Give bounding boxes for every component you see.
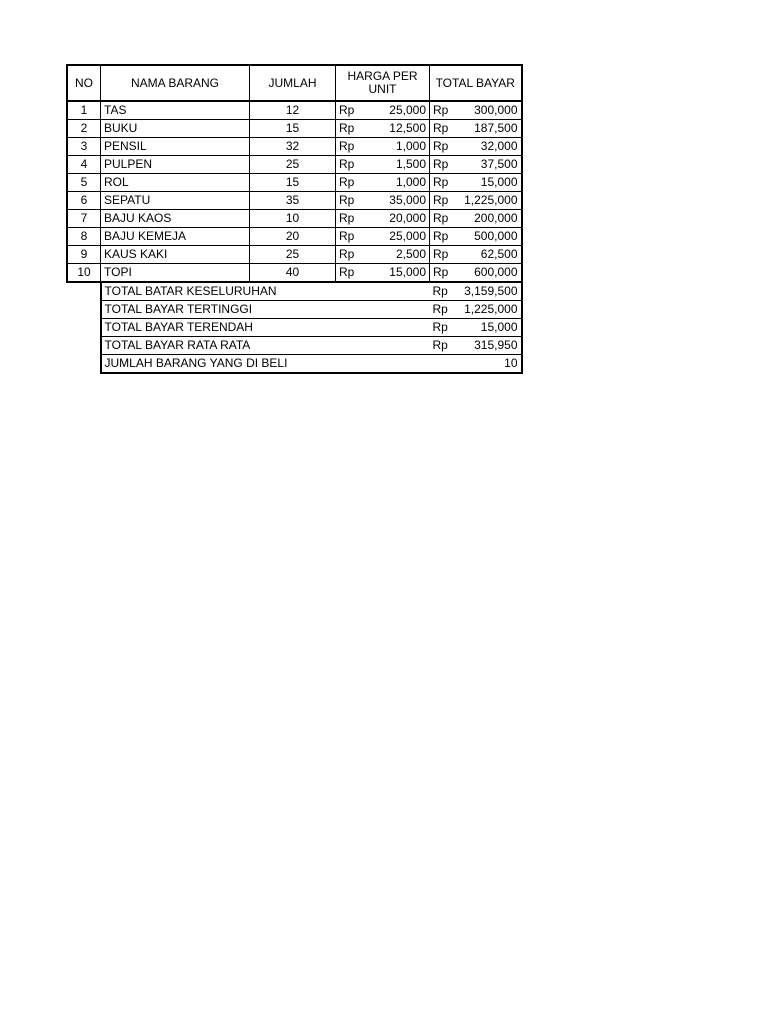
summary-row <box>67 337 522 355</box>
row-name: TAS <box>101 101 250 120</box>
header-price-line1: HARGA PER <box>347 69 418 83</box>
row-no: 4 <box>67 156 101 174</box>
row-total-currency: Rp <box>430 120 456 138</box>
row-total: 187,500 <box>456 120 522 138</box>
row-name: KAUS KAKI <box>101 246 250 264</box>
row-price-currency: Rp <box>336 138 362 156</box>
row-total-currency: Rp <box>430 192 456 210</box>
row-price: 25,000 <box>362 228 430 246</box>
header-no: NO <box>67 65 101 101</box>
header-qty: JUMLAH <box>250 65 336 101</box>
summary-currency: Rp <box>430 282 456 301</box>
summary-value: 3,159,500 <box>456 282 522 301</box>
row-qty: 15 <box>250 174 336 192</box>
summary-label: TOTAL BAYAR RATA RATA <box>101 337 430 355</box>
table-row <box>67 264 522 283</box>
table-row <box>67 120 522 138</box>
row-qty: 25 <box>250 246 336 264</box>
row-total-currency: Rp <box>430 210 456 228</box>
row-name: TOPI <box>101 264 250 283</box>
summary-spacer <box>67 337 101 355</box>
row-total-currency: Rp <box>430 228 456 246</box>
row-no: 6 <box>67 192 101 210</box>
row-qty: 25 <box>250 156 336 174</box>
row-qty: 35 <box>250 192 336 210</box>
row-price-currency: Rp <box>336 192 362 210</box>
row-total-currency: Rp <box>430 101 456 120</box>
row-total-currency: Rp <box>430 174 456 192</box>
table-row <box>67 156 522 174</box>
row-total-currency: Rp <box>430 138 456 156</box>
header-row <box>67 65 522 101</box>
row-total-currency: Rp <box>430 264 456 283</box>
summary-spacer <box>67 355 101 374</box>
row-price-currency: Rp <box>336 156 362 174</box>
row-price: 1,000 <box>362 174 430 192</box>
row-name: PENSIL <box>101 138 250 156</box>
row-qty: 15 <box>250 120 336 138</box>
row-qty: 10 <box>250 210 336 228</box>
summary-currency: Rp <box>430 301 456 319</box>
row-price-currency: Rp <box>336 246 362 264</box>
purchase-table <box>66 64 523 374</box>
row-qty: 12 <box>250 101 336 120</box>
summary-spacer <box>67 282 101 301</box>
row-price-currency: Rp <box>336 264 362 283</box>
summary-row <box>67 282 522 301</box>
row-total: 600,000 <box>456 264 522 283</box>
row-qty: 32 <box>250 138 336 156</box>
row-name: PULPEN <box>101 156 250 174</box>
row-qty: 40 <box>250 264 336 283</box>
table-body <box>67 65 522 373</box>
row-price-currency: Rp <box>336 101 362 120</box>
summary-label: TOTAL BAYAR TERTINGGI <box>101 301 430 319</box>
row-total-currency: Rp <box>430 156 456 174</box>
row-name: SEPATU <box>101 192 250 210</box>
row-name: BAJU KEMEJA <box>101 228 250 246</box>
row-price-currency: Rp <box>336 228 362 246</box>
row-price: 20,000 <box>362 210 430 228</box>
row-no: 2 <box>67 120 101 138</box>
header-name: NAMA BARANG <box>101 65 250 101</box>
summary-currency <box>430 355 456 374</box>
header-total: TOTAL BAYAR <box>430 65 522 101</box>
row-no: 9 <box>67 246 101 264</box>
row-no: 5 <box>67 174 101 192</box>
row-price: 12,500 <box>362 120 430 138</box>
row-price: 2,500 <box>362 246 430 264</box>
summary-label: JUMLAH BARANG YANG DI BELI <box>101 355 430 374</box>
summary-currency: Rp <box>430 319 456 337</box>
table-row <box>67 101 522 120</box>
row-price: 1,000 <box>362 138 430 156</box>
row-total: 37,500 <box>456 156 522 174</box>
summary-spacer <box>67 301 101 319</box>
table-row <box>67 192 522 210</box>
summary-value: 15,000 <box>456 319 522 337</box>
row-total: 300,000 <box>456 101 522 120</box>
row-total: 500,000 <box>456 228 522 246</box>
row-name: BAJU KAOS <box>101 210 250 228</box>
row-total: 1,225,000 <box>456 192 522 210</box>
header-price-line2: UNIT <box>368 82 397 96</box>
row-name: BUKU <box>101 120 250 138</box>
table-row <box>67 228 522 246</box>
row-total: 15,000 <box>456 174 522 192</box>
header-price <box>336 65 430 101</box>
table-row <box>67 138 522 156</box>
row-price: 25,000 <box>362 101 430 120</box>
row-total-currency: Rp <box>430 246 456 264</box>
summary-label: TOTAL BAYAR TERENDAH <box>101 319 430 337</box>
row-no: 1 <box>67 101 101 120</box>
summary-row <box>67 319 522 337</box>
table-row <box>67 210 522 228</box>
row-price: 15,000 <box>362 264 430 283</box>
summary-row <box>67 355 522 374</box>
summary-currency: Rp <box>430 337 456 355</box>
row-price-currency: Rp <box>336 174 362 192</box>
row-price: 35,000 <box>362 192 430 210</box>
row-total: 32,000 <box>456 138 522 156</box>
summary-value: 315,950 <box>456 337 522 355</box>
row-no: 7 <box>67 210 101 228</box>
summary-row <box>67 301 522 319</box>
row-price-currency: Rp <box>336 120 362 138</box>
summary-value: 1,225,000 <box>456 301 522 319</box>
row-price: 1,500 <box>362 156 430 174</box>
row-no: 8 <box>67 228 101 246</box>
summary-label: TOTAL BATAR KESELURUHAN <box>101 282 430 301</box>
table-row <box>67 246 522 264</box>
row-price-currency: Rp <box>336 210 362 228</box>
row-no: 3 <box>67 138 101 156</box>
row-name: ROL <box>101 174 250 192</box>
table-row <box>67 174 522 192</box>
row-no: 10 <box>67 264 101 283</box>
row-qty: 20 <box>250 228 336 246</box>
row-total: 200,000 <box>456 210 522 228</box>
summary-spacer <box>67 319 101 337</box>
summary-value: 10 <box>456 355 522 374</box>
row-total: 62,500 <box>456 246 522 264</box>
